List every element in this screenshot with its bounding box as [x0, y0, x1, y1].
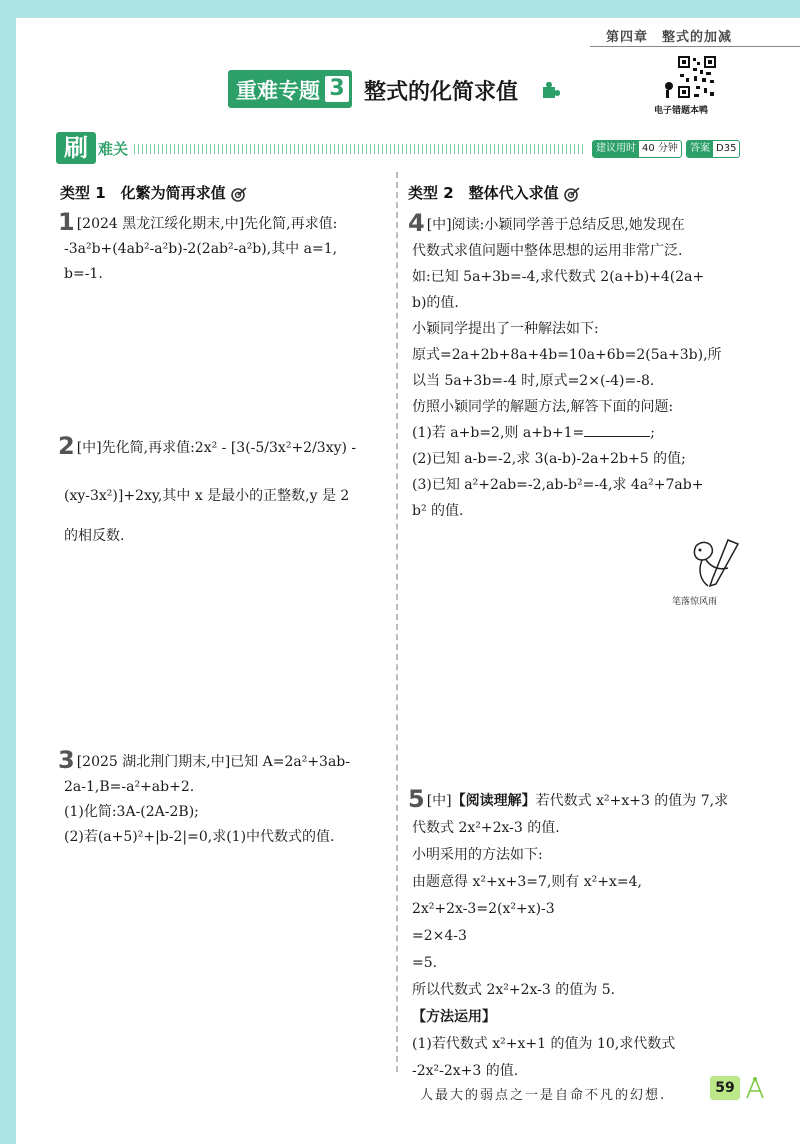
question-number: 2	[58, 432, 75, 460]
q5-line: 所以代数式 2x²+2x-3 的值为 5.	[412, 982, 616, 998]
page-number: 59	[710, 1076, 740, 1100]
target-icon	[563, 186, 581, 202]
q3-line: (2)若(a+5)²+|b-2|=0,求(1)中代数式的值.	[64, 829, 335, 845]
q4-line: 以当 5a+3b=-4 时,原式=2×(-4)=-8.	[412, 373, 655, 389]
q4-line: 代数式求值问题中整体思想的运用非常广泛.	[412, 243, 683, 259]
question-5	[408, 786, 748, 1085]
answer-blank[interactable]	[584, 422, 650, 437]
question-number: 5	[408, 785, 425, 813]
right-section-text: 类型 2 整体代入求值	[408, 184, 559, 202]
q4-line: 原式=2a+2b+8a+4b=10a+6b=2(5a+3b),所	[412, 347, 722, 363]
level-label: 难关	[98, 140, 129, 158]
topic-title: 整式的化简求值	[364, 80, 519, 105]
qr-label: 电子错题本鸭	[654, 106, 709, 116]
topic-label: 重难专题	[236, 79, 320, 103]
q2-line: (xy-3x²)]+2xy,其中 x 是最小的正整数,y 是 2	[64, 488, 350, 504]
shua-badge: 刷	[56, 132, 96, 164]
target-icon	[230, 186, 248, 202]
q4-line: b)的值.	[412, 295, 459, 311]
q5-sub: -2x²-2x+3 的值.	[412, 1063, 519, 1079]
q4-sub2: (2)已知 a-b=-2,求 3(a-b)-2a+2b+5 的值;	[412, 451, 686, 467]
answer-key: 答案	[687, 141, 713, 157]
right-section-title	[408, 182, 581, 203]
q4-line: 如:已知 5a+3b=-4,求代数式 2(a+b)+4(2a+	[412, 269, 705, 285]
q5-tag: [中]	[426, 793, 452, 809]
doodle-illustration	[676, 536, 746, 596]
question-1	[58, 210, 388, 287]
q4-line: 小颖同学提出了一种解法如下:	[412, 321, 599, 337]
q4-sub1: (1)若 a+b=2,则 a+b+1=	[412, 425, 585, 441]
question-number: 1	[58, 208, 75, 236]
q1-line: b=-1.	[64, 266, 103, 282]
chapter-label: 第四章 整式的加减	[606, 30, 733, 45]
q3-line: 2a-1,B=-a²+ab+2.	[64, 779, 195, 795]
puzzle-icon	[540, 80, 560, 100]
q5-tag-bold: 【阅读理解】	[451, 793, 536, 809]
q4-sub3: b² 的值.	[412, 503, 464, 519]
time-key: 建议用时	[593, 141, 639, 157]
q4-line: [中]阅读:小颖同学善于总结反思,她发现在	[426, 217, 685, 233]
question-number: 4	[408, 209, 425, 237]
qr-code-icon[interactable]	[664, 56, 722, 100]
left-section-title	[60, 182, 248, 203]
q2-line: [中]先化简,再求值:2x² - [3(-5/3x²+2/3xy) -	[76, 440, 357, 456]
question-2	[58, 428, 388, 554]
q1-line: [2024 黑龙江绥化期末,中]先化简,再求值:	[76, 216, 338, 232]
q4-line: 仿照小颖同学的解题方法,解答下面的问题:	[412, 399, 674, 415]
topic-number: 3	[325, 76, 349, 102]
q5-line: =5.	[412, 955, 438, 971]
method-heading: 【方法运用】	[412, 1009, 496, 1025]
q5-first: 若代数式 x²+x+3 的值为 7,求	[535, 793, 729, 809]
question-3	[58, 748, 388, 850]
answer-ref	[686, 140, 740, 158]
q3-line: (1)化简:3A-(2A-2B);	[64, 804, 199, 820]
q5-sub: (1)若代数式 x²+x+1 的值为 10,求代数式	[412, 1036, 676, 1052]
compass-icon	[744, 1076, 766, 1100]
signature-text: 笔落惊风雨	[672, 597, 718, 607]
question-4	[408, 210, 748, 524]
q5-line: 小明采用的方法如下:	[412, 847, 543, 863]
q3-line: [2025 湖北荆门期末,中]已知 A=2a²+3ab-	[76, 754, 350, 770]
answer-value: D35	[716, 143, 737, 154]
decorative-stripes	[134, 144, 584, 154]
q1-line: -3a²b+(4ab²-a²b)-2(2ab²-a²b),其中 a=1,	[64, 241, 338, 257]
column-divider	[396, 172, 398, 1072]
q2-line: 的相反数.	[64, 528, 125, 544]
q5-line: =2×4-3	[412, 928, 467, 944]
question-number: 3	[58, 746, 75, 774]
q4-sub1-end: ;	[650, 425, 655, 441]
left-section-text: 类型 1 化繁为简再求值	[60, 184, 226, 202]
q5-line: 2x²+2x-3=2(x²+x)-3	[412, 901, 555, 917]
q5-line: 代数式 2x²+2x-3 的值.	[412, 820, 560, 836]
q4-sub3: (3)已知 a²+2ab=-2,ab-b²=-4,求 4a²+7ab+	[412, 477, 704, 493]
time-value: 40 分钟	[642, 143, 678, 154]
suggested-time	[592, 140, 682, 158]
chapter-rule	[590, 46, 800, 47]
q5-line: 由题意得 x²+x+3=7,则有 x²+x=4,	[412, 874, 642, 890]
footer-quote: 人最大的弱点之一是自命不凡的幻想.	[420, 1088, 667, 1103]
